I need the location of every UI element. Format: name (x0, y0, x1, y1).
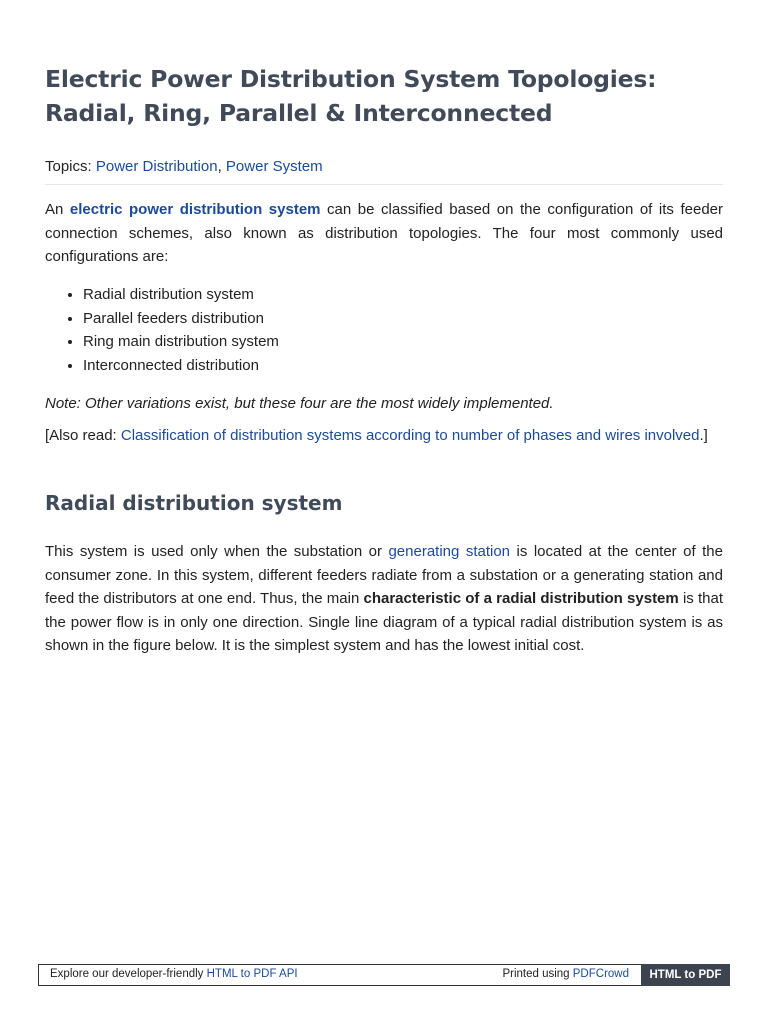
section-heading-radial: Radial distribution system (45, 491, 343, 515)
generating-station-link[interactable]: generating station (388, 543, 511, 560)
topics-label: Topics: (45, 158, 92, 175)
pdfcrowd-link[interactable]: PDFCrowd (572, 968, 629, 980)
topology-list (45, 283, 279, 377)
list-item: • Interconnected distribution (83, 354, 279, 378)
html-to-pdf-button[interactable]: HTML to PDF (641, 964, 730, 986)
pdfcrowd-footer: Explore our developer-friendly HTML to PDF API Printed using PDFCrowd HTML to PDF (38, 964, 730, 986)
list-item: • Ring main distribution system (83, 330, 279, 354)
intro-paragraph: An electric power distribution system can be classified based on the configuration of its feeder connection schemes, also known as distribution topologies. The four most commonly used configurations are: (45, 201, 724, 265)
radial-characteristic-bold: characteristic of a radial distribution system (363, 590, 679, 607)
topics-bar: Topics: Power Distribution, Power System (45, 156, 723, 185)
also-read-paragraph: [Also read: Classification of distribution systems according to number of phases and wires involved.] (45, 427, 708, 444)
electric-power-distribution-system-link[interactable]: electric power distribution system (69, 201, 321, 218)
radial-paragraph: This system is used only when the substation or generating station is located at the center of the consumer zone. In this system, different feeders radiate from a substation or a generating station and feed the distributors at one end. Thus, the main characteristic of a radial distribution system is that the power flow is in only one direction. Single line diagram of a typical radial distribution system is as shown in the figure below. It is the simplest system and has the lowest initial cost. (45, 543, 723, 654)
also-read-link[interactable]: Classification of distribution systems according to number of phases and wires involved (120, 427, 700, 444)
html-to-pdf-api-link[interactable]: HTML to PDF API (206, 968, 298, 980)
list-item: • Radial distribution system (83, 283, 279, 307)
note-text: Note: Other variations exist, but these four are the most widely implemented. (45, 395, 554, 412)
page-title: Electric Power Distribution System Topologies: Radial, Ring, Parallel & Interconnected (45, 65, 657, 127)
list-item: • Parallel feeders distribution (83, 307, 279, 331)
topic-link-power-distribution[interactable]: Power Distribution (95, 158, 218, 175)
topic-link-power-system[interactable]: Power System (225, 158, 323, 175)
